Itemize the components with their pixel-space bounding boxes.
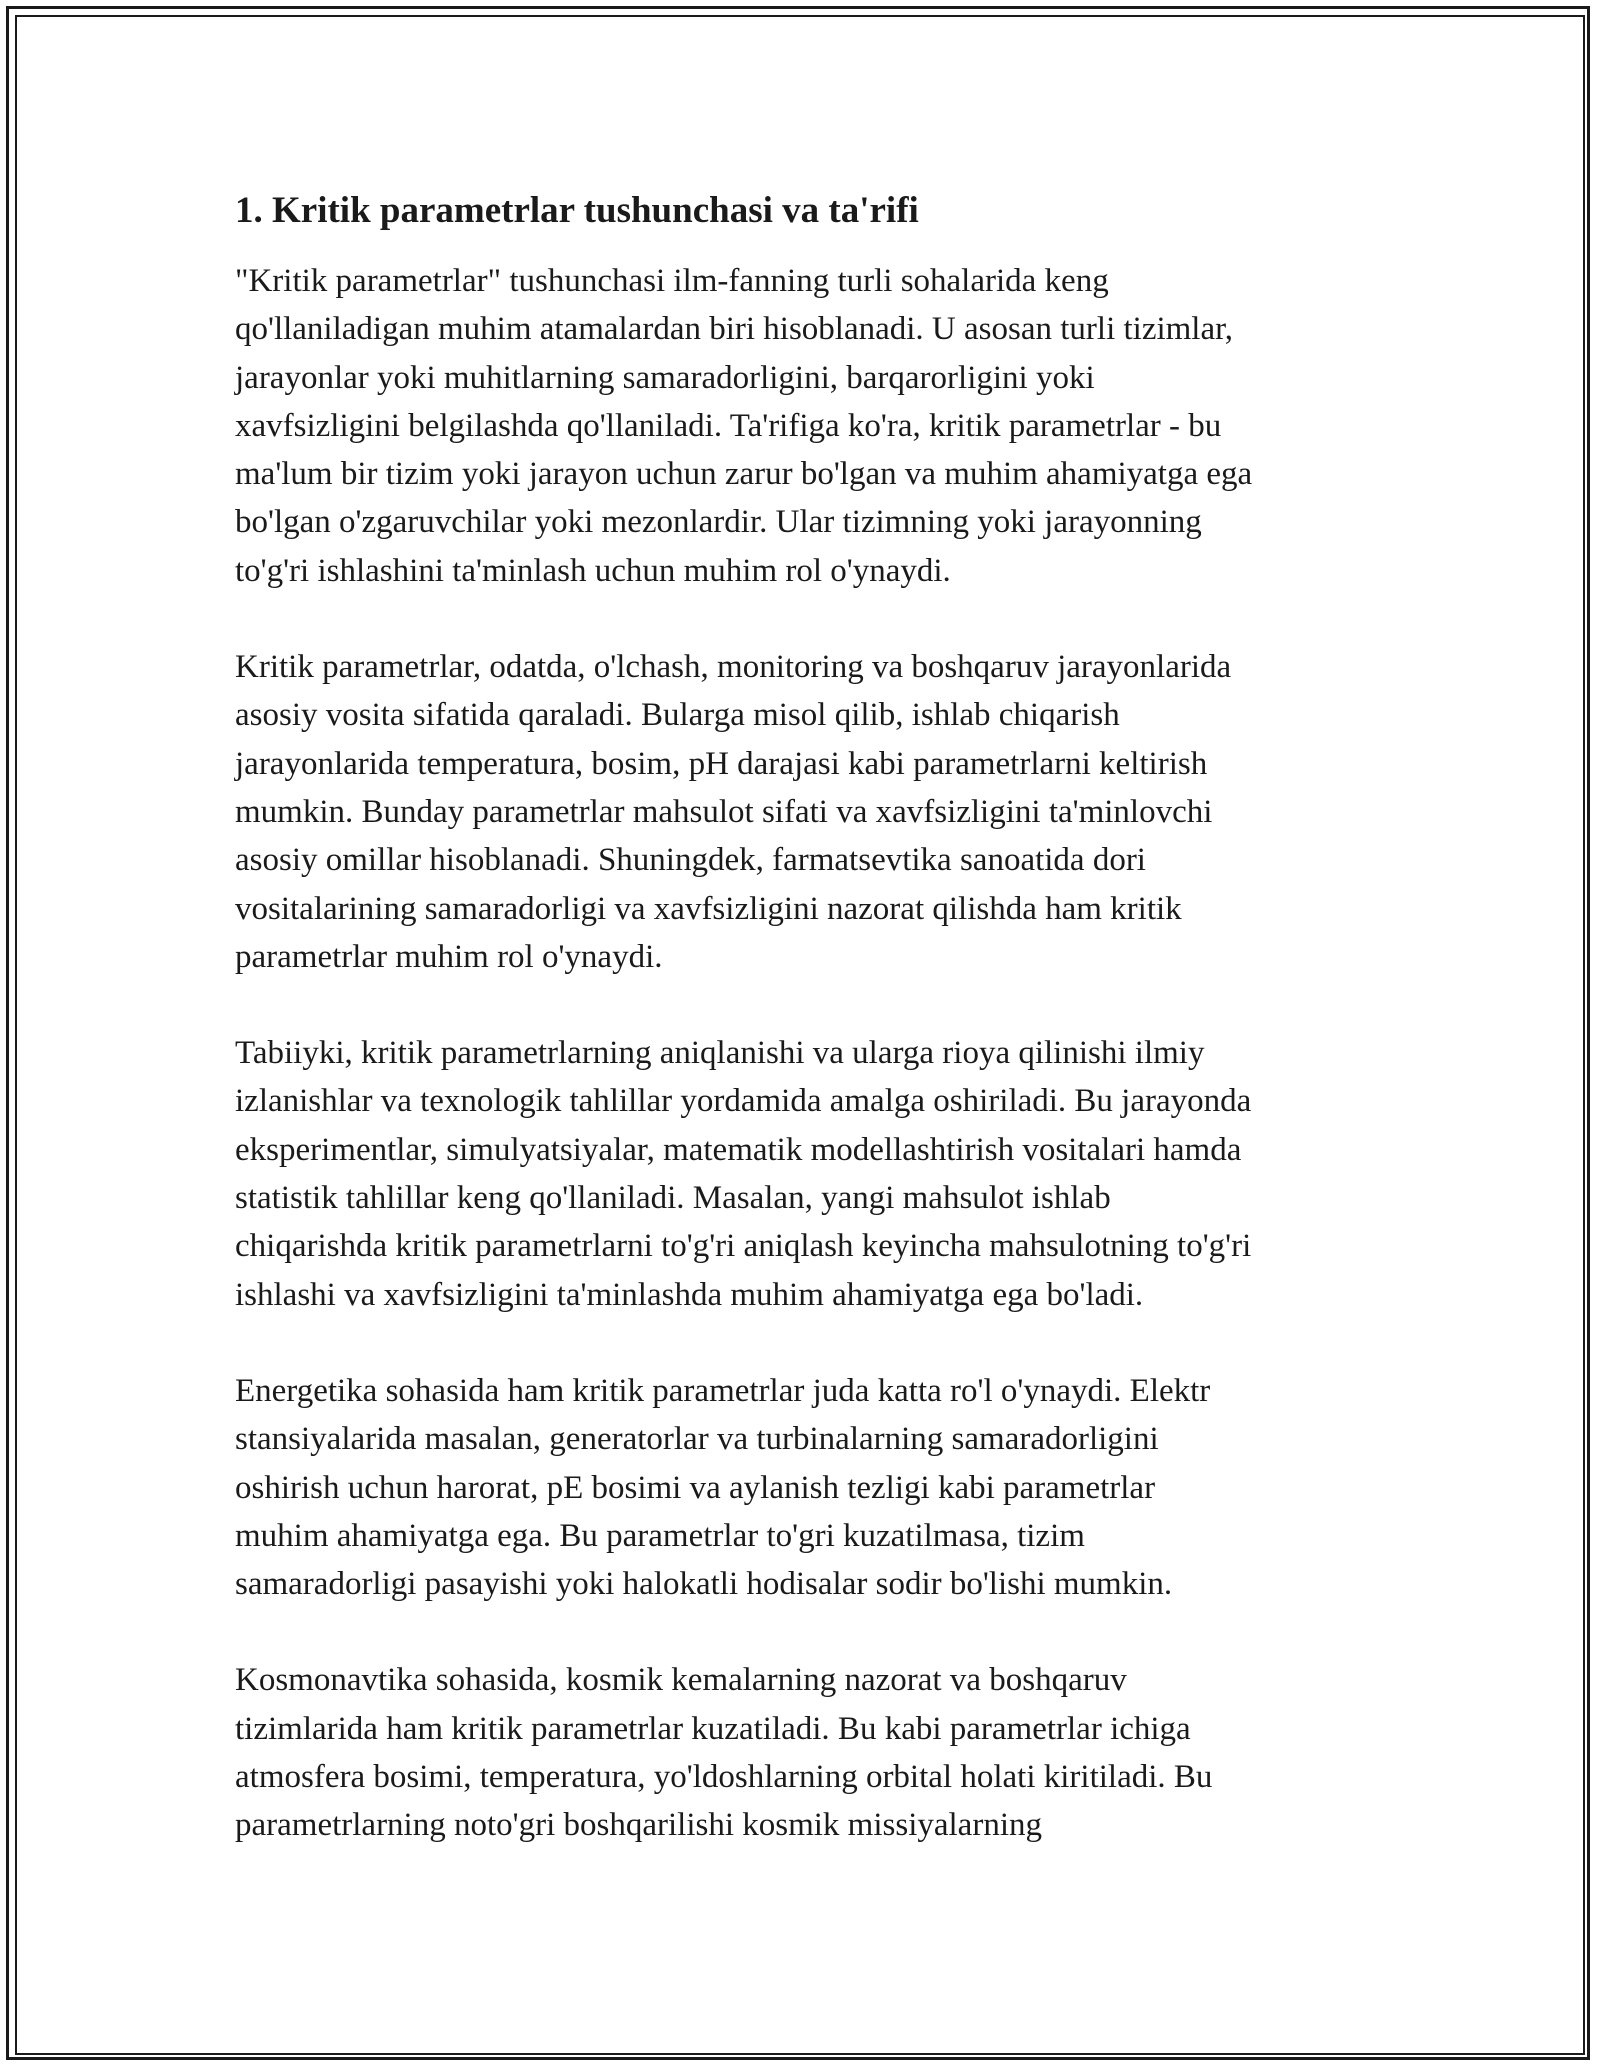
paragraph-line: izlanishlar va texnologik tahlillar yordamida amalga oshiriladi. Bu jarayonda bbox=[235, 1083, 1252, 1120]
paragraph-line: vositalarining samaradorligi va xavfsizligini nazorat qilishda ham kritik bbox=[235, 890, 1182, 927]
paragraph-line: tizimlarida ham kritik parametrlar kuzatiladi. Bu kabi parametrlar ichiga bbox=[235, 1710, 1191, 1747]
paragraph-line: "Kritik parametrlar" tushunchasi ilm-fanning turli sohalarida keng bbox=[235, 263, 1109, 299]
paragraph-line: to'g'ri ishlashini ta'minlash uchun muhim rol o'ynaydi. bbox=[235, 552, 951, 589]
paragraph-line: bo'lgan o'zgaruvchilar yoki mezonlardir. Ular tizimning yoki jarayonning bbox=[235, 504, 1202, 541]
document-body bbox=[235, 187, 1385, 1898]
paragraph-line: samaradorligi pasayishi yoki halokatli hodisalar sodir bo'lishi mumkin. bbox=[235, 1566, 1173, 1603]
paragraph-line: statistik tahlillar keng qo'llaniladi. Masalan, yangi mahsulot ishlab bbox=[235, 1180, 1111, 1217]
paragraph-line: qo'llaniladigan muhim atamalardan biri hisoblanadi. U asosan turli tizimlar, bbox=[235, 311, 1234, 348]
paragraph-line: mumkin. Bunday parametrlar mahsulot sifati va xavfsizligini ta'minlovchi bbox=[235, 793, 1213, 830]
paragraph-line: Energetika sohasida ham kritik parametrlar juda katta ro'l o'ynaydi. Elektr bbox=[235, 1372, 1211, 1409]
paragraph bbox=[235, 1367, 1385, 1608]
paragraph-line: Kosmonavtika sohasida, kosmik kemalarning nazorat va boshqaruv bbox=[235, 1662, 1127, 1699]
paragraph bbox=[235, 643, 1385, 981]
paragraph-line: ishlashi va xavfsizligini ta'minlashda muhim ahamiyatga ega bo'ladi. bbox=[235, 1276, 1144, 1313]
paragraph-line: Tabiiyki, kritik parametrlarning aniqlanishi va ularga rioya qilinishi ilmiy bbox=[235, 1035, 1205, 1072]
paragraph-line: chiqarishda kritik parametrlarni to'g'ri aniqlash keyincha mahsulotning to'g'ri bbox=[235, 1228, 1252, 1265]
paragraph-line: ma'lum bir tizim yoki jarayon uchun zarur bo'lgan va muhim ahamiyatga ega bbox=[235, 456, 1253, 493]
paragraph-line: muhim ahamiyatga ega. Bu parametrlar to'gri kuzatilmasa, tizim bbox=[235, 1517, 1085, 1554]
paragraph-line: jarayonlar yoki muhitlarning samaradorligini, barqarorligini yoki bbox=[235, 359, 1095, 396]
paragraph-line: eksperimentlar, simulyatsiyalar, matematik modellashtirish vositalari hamda bbox=[235, 1131, 1242, 1168]
paragraph-line: asosiy omillar hisoblanadi. Shuningdek, farmatsevtika sanoatida dori bbox=[235, 842, 1146, 879]
paragraph-line: Kritik parametrlar, odatda, o'lchash, monitoring va boshqaruv jarayonlarida bbox=[235, 649, 1232, 686]
paragraph-line: parametrlarning noto'gri boshqarilishi kosmik missiyalarning bbox=[235, 1807, 1042, 1844]
paragraph-line: parametrlar muhim rol o'ynaydi. bbox=[235, 938, 663, 975]
paragraph-line: stansiyalarida masalan, generatorlar va turbinalarning samaradorligini bbox=[235, 1421, 1159, 1458]
paragraph-line: asosiy vosita sifatida qaraladi. Bularga misol qilib, ishlab chiqarish bbox=[235, 697, 1120, 734]
paragraph-line: xavfsizligini belgilashda qo'llaniladi. Ta'rifiga ko'ra, kritik parametrlar - bu bbox=[235, 407, 1222, 444]
paragraph-line: atmosfera bosimi, temperatura, yo'ldoshlarning orbital holati kiritiladi. Bu bbox=[235, 1759, 1213, 1796]
paragraph-line: jarayonlarida temperatura, bosim, pH darajasi kabi parametrlarni keltirish bbox=[235, 745, 1208, 782]
section-title: 1. Kritik parametrlar tushunchasi va ta'rifi bbox=[235, 190, 919, 231]
paragraph-list bbox=[235, 257, 1385, 1850]
paragraph bbox=[235, 1656, 1385, 1849]
paragraph bbox=[235, 257, 1385, 595]
paragraph-line: oshirish uchun harorat, pE bosimi va aylanish tezligi kabi parametrlar bbox=[235, 1469, 1156, 1506]
paragraph bbox=[235, 1029, 1385, 1319]
